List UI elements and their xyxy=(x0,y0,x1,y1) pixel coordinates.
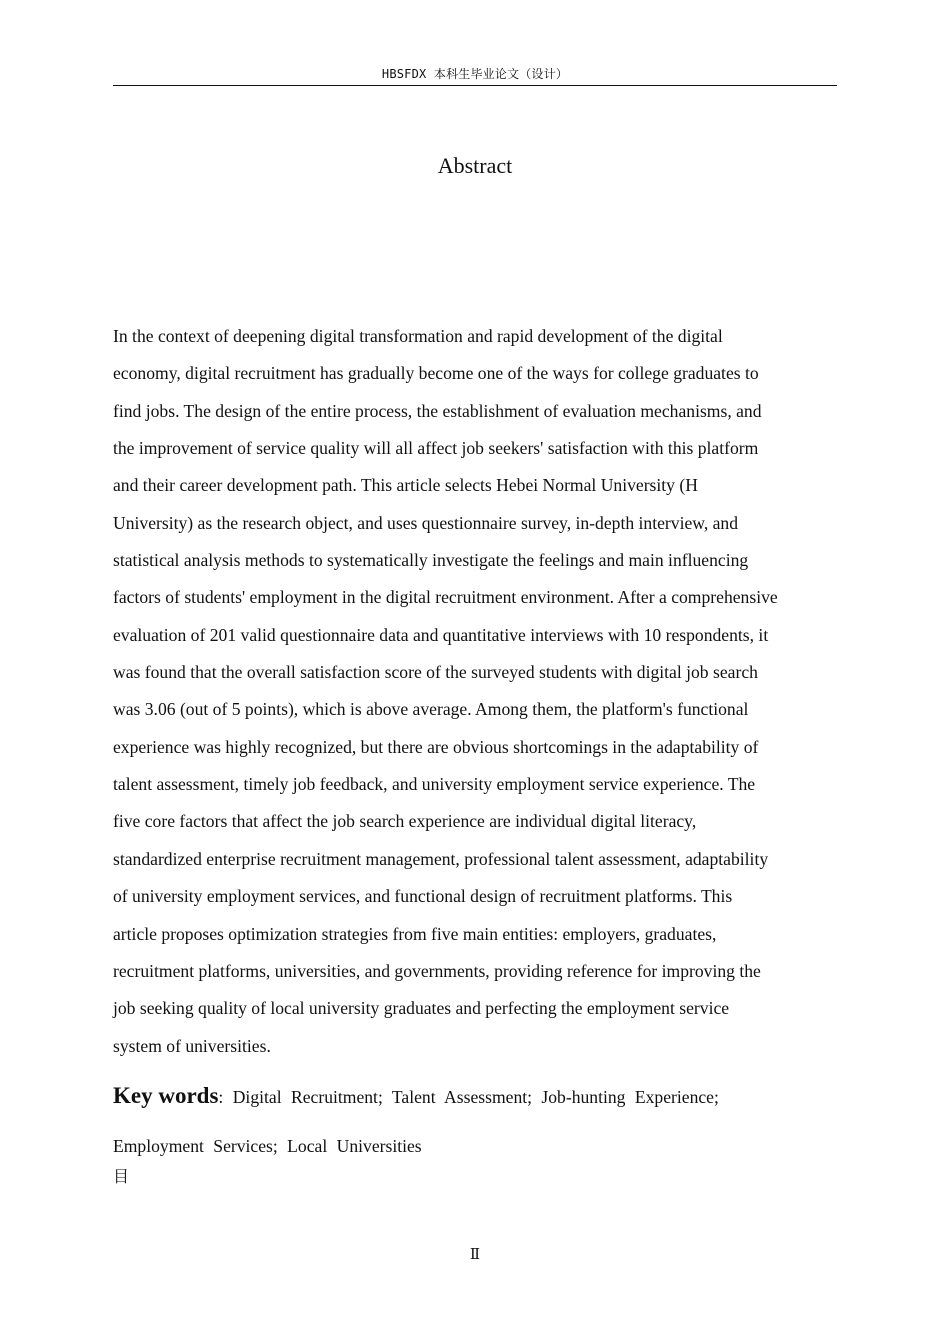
keywords-separator: : xyxy=(218,1087,233,1107)
running-header: HBSFDX 本科生毕业论文（设计） xyxy=(381,67,569,81)
keywords-text: Digital Recruitment; Talent Assessment; Job-hunting Experience; Employment Services; Local Universities xyxy=(113,1087,719,1156)
keywords-label: Key words xyxy=(113,1083,219,1108)
abstract-title: Abstract xyxy=(437,153,513,178)
toc-heading-fragment: 目 xyxy=(113,1167,130,1186)
abstract-body: In the context of deepening digital transformation and rapid development of the digital economy, digital recruitment has gradually become one of the ways for college graduates to find jobs. The design of the entire process, the establishment of evaluation mechanisms, and the improvement of service quality will all affect job seekers' satisfaction with this platform and their career development path. This article selects Hebei Normal University (H University) as the research object, and uses questionnaire survey, in-depth interview, and statistical analysis methods to systematically investigate the feelings and main influencing factors of students' employment in the digital recruitment environment. After a comprehensive evaluation of 201 valid questionnaire data and quantitative interviews with 10 respondents, it was found that the overall satisfaction score of the surveyed students with digital job search was 3.06 (out of 5 points), which is above average. Among them, the platform's functional experience was highly recognized, but there are obvious shortcomings in the adaptability of talent assessment, timely job feedback, and university employment service experience. The five core factors that affect the job search experience are individual digital literacy, standardized enterprise recruitment management, professional talent assessment, adaptability of university employment services, and functional design of recruitment platforms. This article proposes optimization strategies from five main entities: employers, graduates, recruitment platforms, universities, and governments, providing reference for improving the job seeking quality of local university graduates and perfecting the employment service system of universities. xyxy=(113,326,778,1056)
page-number: Ⅱ xyxy=(469,1247,481,1263)
keywords-paragraph xyxy=(113,1071,837,1171)
header-rule xyxy=(113,85,837,86)
